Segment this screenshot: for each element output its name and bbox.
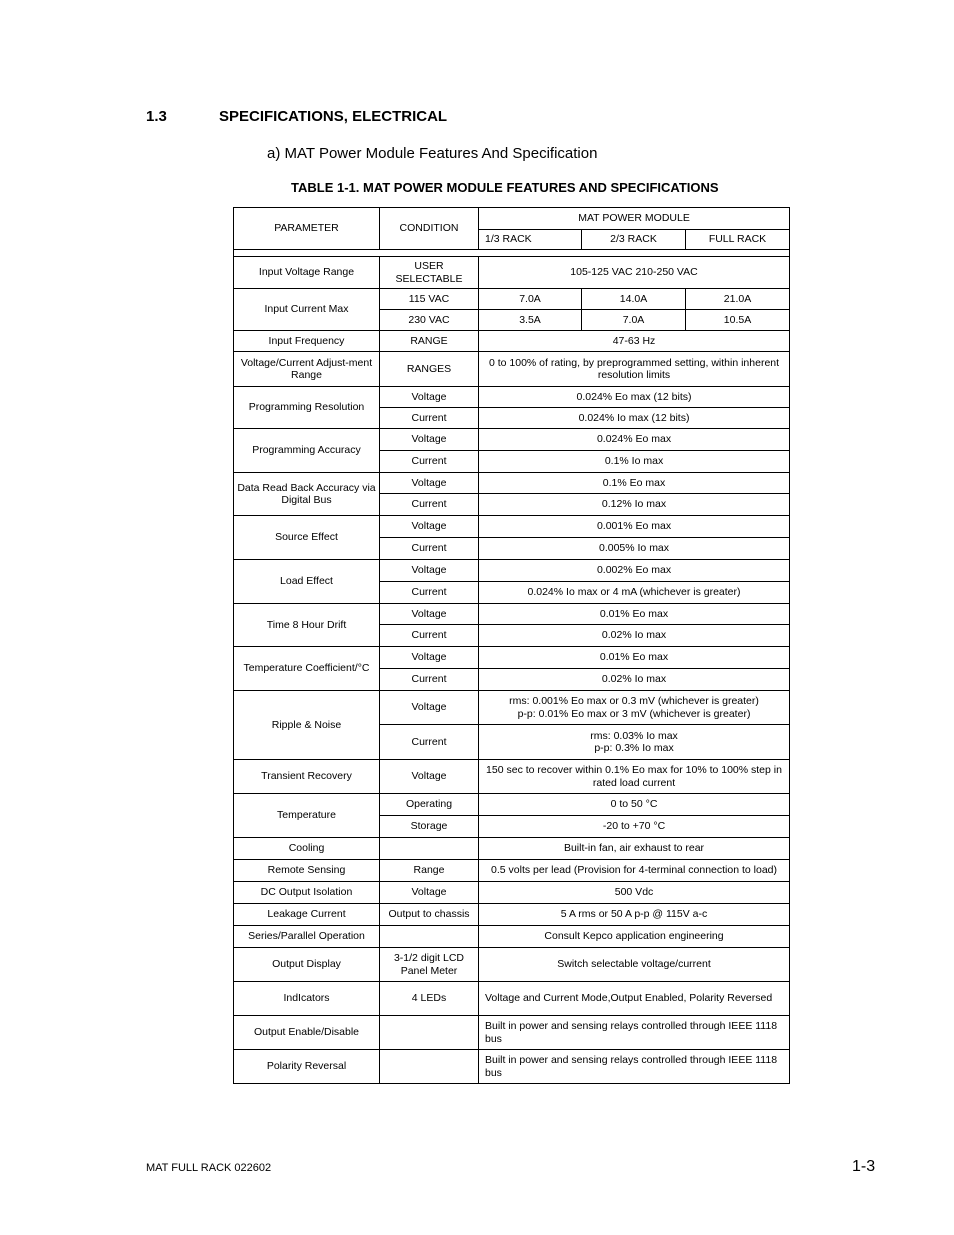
- condition-cell: Operating: [380, 794, 479, 816]
- value-line: p-p: 0.3% Io max: [594, 742, 674, 754]
- page-number: 1-3: [852, 1158, 876, 1175]
- value-cell: 0.1% Io max: [479, 451, 790, 473]
- value-cell: [479, 725, 790, 760]
- condition-cell: Current: [380, 625, 479, 647]
- table-row: [234, 647, 790, 669]
- value-cell: 150 sec to recover within 0.1% Eo max for 10% to 100% step in rated load current: [479, 760, 790, 794]
- condition-cell: Output to chassis: [380, 904, 479, 926]
- header-gap: [234, 250, 790, 257]
- value-cell: 21.0A: [686, 289, 790, 310]
- section-title: SPECIFICATIONS, ELECTRICAL: [219, 108, 448, 125]
- condition-cell: Voltage: [380, 604, 479, 625]
- value-cell: Built in power and sensing relays controlled through IEEE 1118 bus: [479, 1016, 790, 1050]
- param-cell: Source Effect: [234, 516, 380, 560]
- param-cell: Polarity Reversal: [234, 1050, 380, 1084]
- condition-cell: RANGE: [380, 331, 479, 352]
- value-cell: 0.001% Eo max: [479, 516, 790, 538]
- param-cell: Output Display: [234, 948, 380, 982]
- table-row: [234, 1050, 790, 1084]
- param-cell: Voltage/Current Adjust-ment Range: [234, 352, 380, 387]
- value-cell: 7.0A: [582, 310, 686, 331]
- condition-cell: Voltage: [380, 647, 479, 669]
- value-cell: 0.1% Eo max: [479, 473, 790, 494]
- table-title: TABLE 1-1. MAT POWER MODULE FEATURES AND SPECIFICATIONS: [291, 180, 719, 195]
- condition-cell: Current: [380, 451, 479, 473]
- value-cell: 0.005% Io max: [479, 538, 790, 560]
- condition-cell: Current: [380, 494, 479, 516]
- table-row: [234, 604, 790, 625]
- table-row: [234, 882, 790, 904]
- value-cell: 0 to 100% of rating, by preprogrammed setting, within inherent resolution limits: [479, 352, 790, 387]
- header-full-rack: FULL RACK: [686, 230, 790, 250]
- spec-table: [233, 207, 790, 1084]
- value-cell: [479, 691, 790, 725]
- condition-cell: Voltage: [380, 760, 479, 794]
- header-parameter: PARAMETER: [234, 208, 380, 250]
- param-cell: Input Frequency: [234, 331, 380, 352]
- param-cell: Programming Resolution: [234, 387, 380, 429]
- table-row: [234, 473, 790, 494]
- condition-cell: Current: [380, 725, 479, 760]
- value-cell: 5 A rms or 50 A p-p @ 115V a-c: [479, 904, 790, 926]
- param-cell: Output Enable/Disable: [234, 1016, 380, 1050]
- value-cell: Switch selectable voltage/current: [479, 948, 790, 982]
- table-row: [234, 926, 790, 948]
- condition-cell: Voltage: [380, 691, 479, 725]
- header-rack-1-3: 1/3 RACK: [479, 230, 582, 250]
- value-line: rms: 0.001% Eo max or 0.3 mV (whichever is greater): [509, 695, 759, 707]
- condition-cell: 3-1/2 digit LCD Panel Meter: [380, 948, 479, 982]
- value-cell: Built in power and sensing relays controlled through IEEE 1118 bus: [479, 1050, 790, 1084]
- value-cell: -20 to +70 °C: [479, 816, 790, 838]
- value-cell: 0.02% Io max: [479, 669, 790, 691]
- table-row: [234, 860, 790, 882]
- param-cell: Leakage Current: [234, 904, 380, 926]
- condition-cell: [380, 1016, 479, 1050]
- condition-cell: Voltage: [380, 387, 479, 408]
- condition-cell: [380, 926, 479, 948]
- condition-cell: Voltage: [380, 516, 479, 538]
- param-cell: Cooling: [234, 838, 380, 860]
- value-cell: 7.0A: [479, 289, 582, 310]
- condition-cell: Voltage: [380, 473, 479, 494]
- table-row: [234, 516, 790, 538]
- table-row: [234, 560, 790, 582]
- header-module: MAT POWER MODULE: [479, 208, 790, 230]
- value-cell: 14.0A: [582, 289, 686, 310]
- value-cell: 0.5 volts per lead (Provision for 4-terminal connection to load): [479, 860, 790, 882]
- param-cell: Ripple & Noise: [234, 691, 380, 760]
- condition-cell: [380, 838, 479, 860]
- param-cell: Load Effect: [234, 560, 380, 604]
- condition-cell: Range: [380, 860, 479, 882]
- value-cell: 0.02% Io max: [479, 625, 790, 647]
- param-cell: Programming Accuracy: [234, 429, 380, 473]
- footer-doc-id: MAT FULL RACK 022602: [146, 1162, 272, 1174]
- value-cell: 0.024% Io max or 4 mA (whichever is greater): [479, 582, 790, 604]
- table-row: [234, 429, 790, 451]
- table-row: [234, 1016, 790, 1050]
- value-cell: 105-125 VAC 210-250 VAC: [479, 257, 790, 289]
- subheading: a) MAT Power Module Features And Specification: [267, 145, 598, 162]
- param-cell: Data Read Back Accuracy via Digital Bus: [234, 473, 380, 516]
- condition-cell: RANGES: [380, 352, 479, 387]
- param-cell: Input Voltage Range: [234, 257, 380, 289]
- condition-cell: Storage: [380, 816, 479, 838]
- header-condition: CONDITION: [380, 208, 479, 250]
- condition-cell: Voltage: [380, 882, 479, 904]
- value-cell: 0.12% Io max: [479, 494, 790, 516]
- param-cell: Temperature Coefficient/°C: [234, 647, 380, 691]
- value-line: p-p: 0.01% Eo max or 3 mV (whichever is greater): [517, 707, 751, 720]
- value-cell: 10.5A: [686, 310, 790, 331]
- condition-cell: [380, 1050, 479, 1084]
- condition-cell: Voltage: [380, 560, 479, 582]
- value-cell: Consult Kepco application engineering: [479, 926, 790, 948]
- condition-cell: 115 VAC: [380, 289, 479, 310]
- table-row: [234, 838, 790, 860]
- table-row: [234, 904, 790, 926]
- section-number: 1.3: [146, 108, 167, 125]
- value-cell: 0.01% Eo max: [479, 604, 790, 625]
- value-line: rms: 0.03% Io max: [590, 729, 678, 742]
- value-cell: 0.002% Eo max: [479, 560, 790, 582]
- value-cell: 0.024% Eo max (12 bits): [479, 387, 790, 408]
- param-cell: Transient Recovery: [234, 760, 380, 794]
- value-cell: 0.024% Eo max: [479, 429, 790, 451]
- condition-cell: 230 VAC: [380, 310, 479, 331]
- table-row: [234, 760, 790, 794]
- param-cell: Temperature: [234, 794, 380, 838]
- condition-cell: USER SELECTABLE: [380, 257, 479, 289]
- table-row: [234, 352, 790, 387]
- value-cell: 0 to 50 °C: [479, 794, 790, 816]
- header-rack-2-3: 2/3 RACK: [582, 230, 686, 250]
- table-row: [234, 387, 790, 408]
- table-row: [234, 982, 790, 1016]
- table-row: [234, 948, 790, 982]
- param-cell: DC Output Isolation: [234, 882, 380, 904]
- value-cell: 3.5A: [479, 310, 582, 331]
- condition-cell: Voltage: [380, 429, 479, 451]
- condition-cell: Current: [380, 669, 479, 691]
- value-cell: 47-63 Hz: [479, 331, 790, 352]
- value-cell: Built-in fan, air exhaust to rear: [479, 838, 790, 860]
- table-row: [234, 331, 790, 352]
- condition-cell: Current: [380, 408, 479, 429]
- value-cell: 500 Vdc: [479, 882, 790, 904]
- table-row: [234, 289, 790, 310]
- param-cell: Time 8 Hour Drift: [234, 604, 380, 647]
- condition-cell: Current: [380, 582, 479, 604]
- table-row: [234, 691, 790, 725]
- value-cell: 0.024% Io max (12 bits): [479, 408, 790, 429]
- param-cell: Series/Parallel Operation: [234, 926, 380, 948]
- value-cell: Voltage and Current Mode,Output Enabled, Polarity Reversed: [479, 982, 790, 1016]
- table-header-row: [234, 208, 790, 230]
- param-cell: Remote Sensing: [234, 860, 380, 882]
- param-cell: IndIcators: [234, 982, 380, 1016]
- value-cell: 0.01% Eo max: [479, 647, 790, 669]
- table-row: [234, 257, 790, 289]
- param-cell: Input Current Max: [234, 289, 380, 331]
- table-row: [234, 794, 790, 816]
- condition-cell: 4 LEDs: [380, 982, 479, 1016]
- condition-cell: Current: [380, 538, 479, 560]
